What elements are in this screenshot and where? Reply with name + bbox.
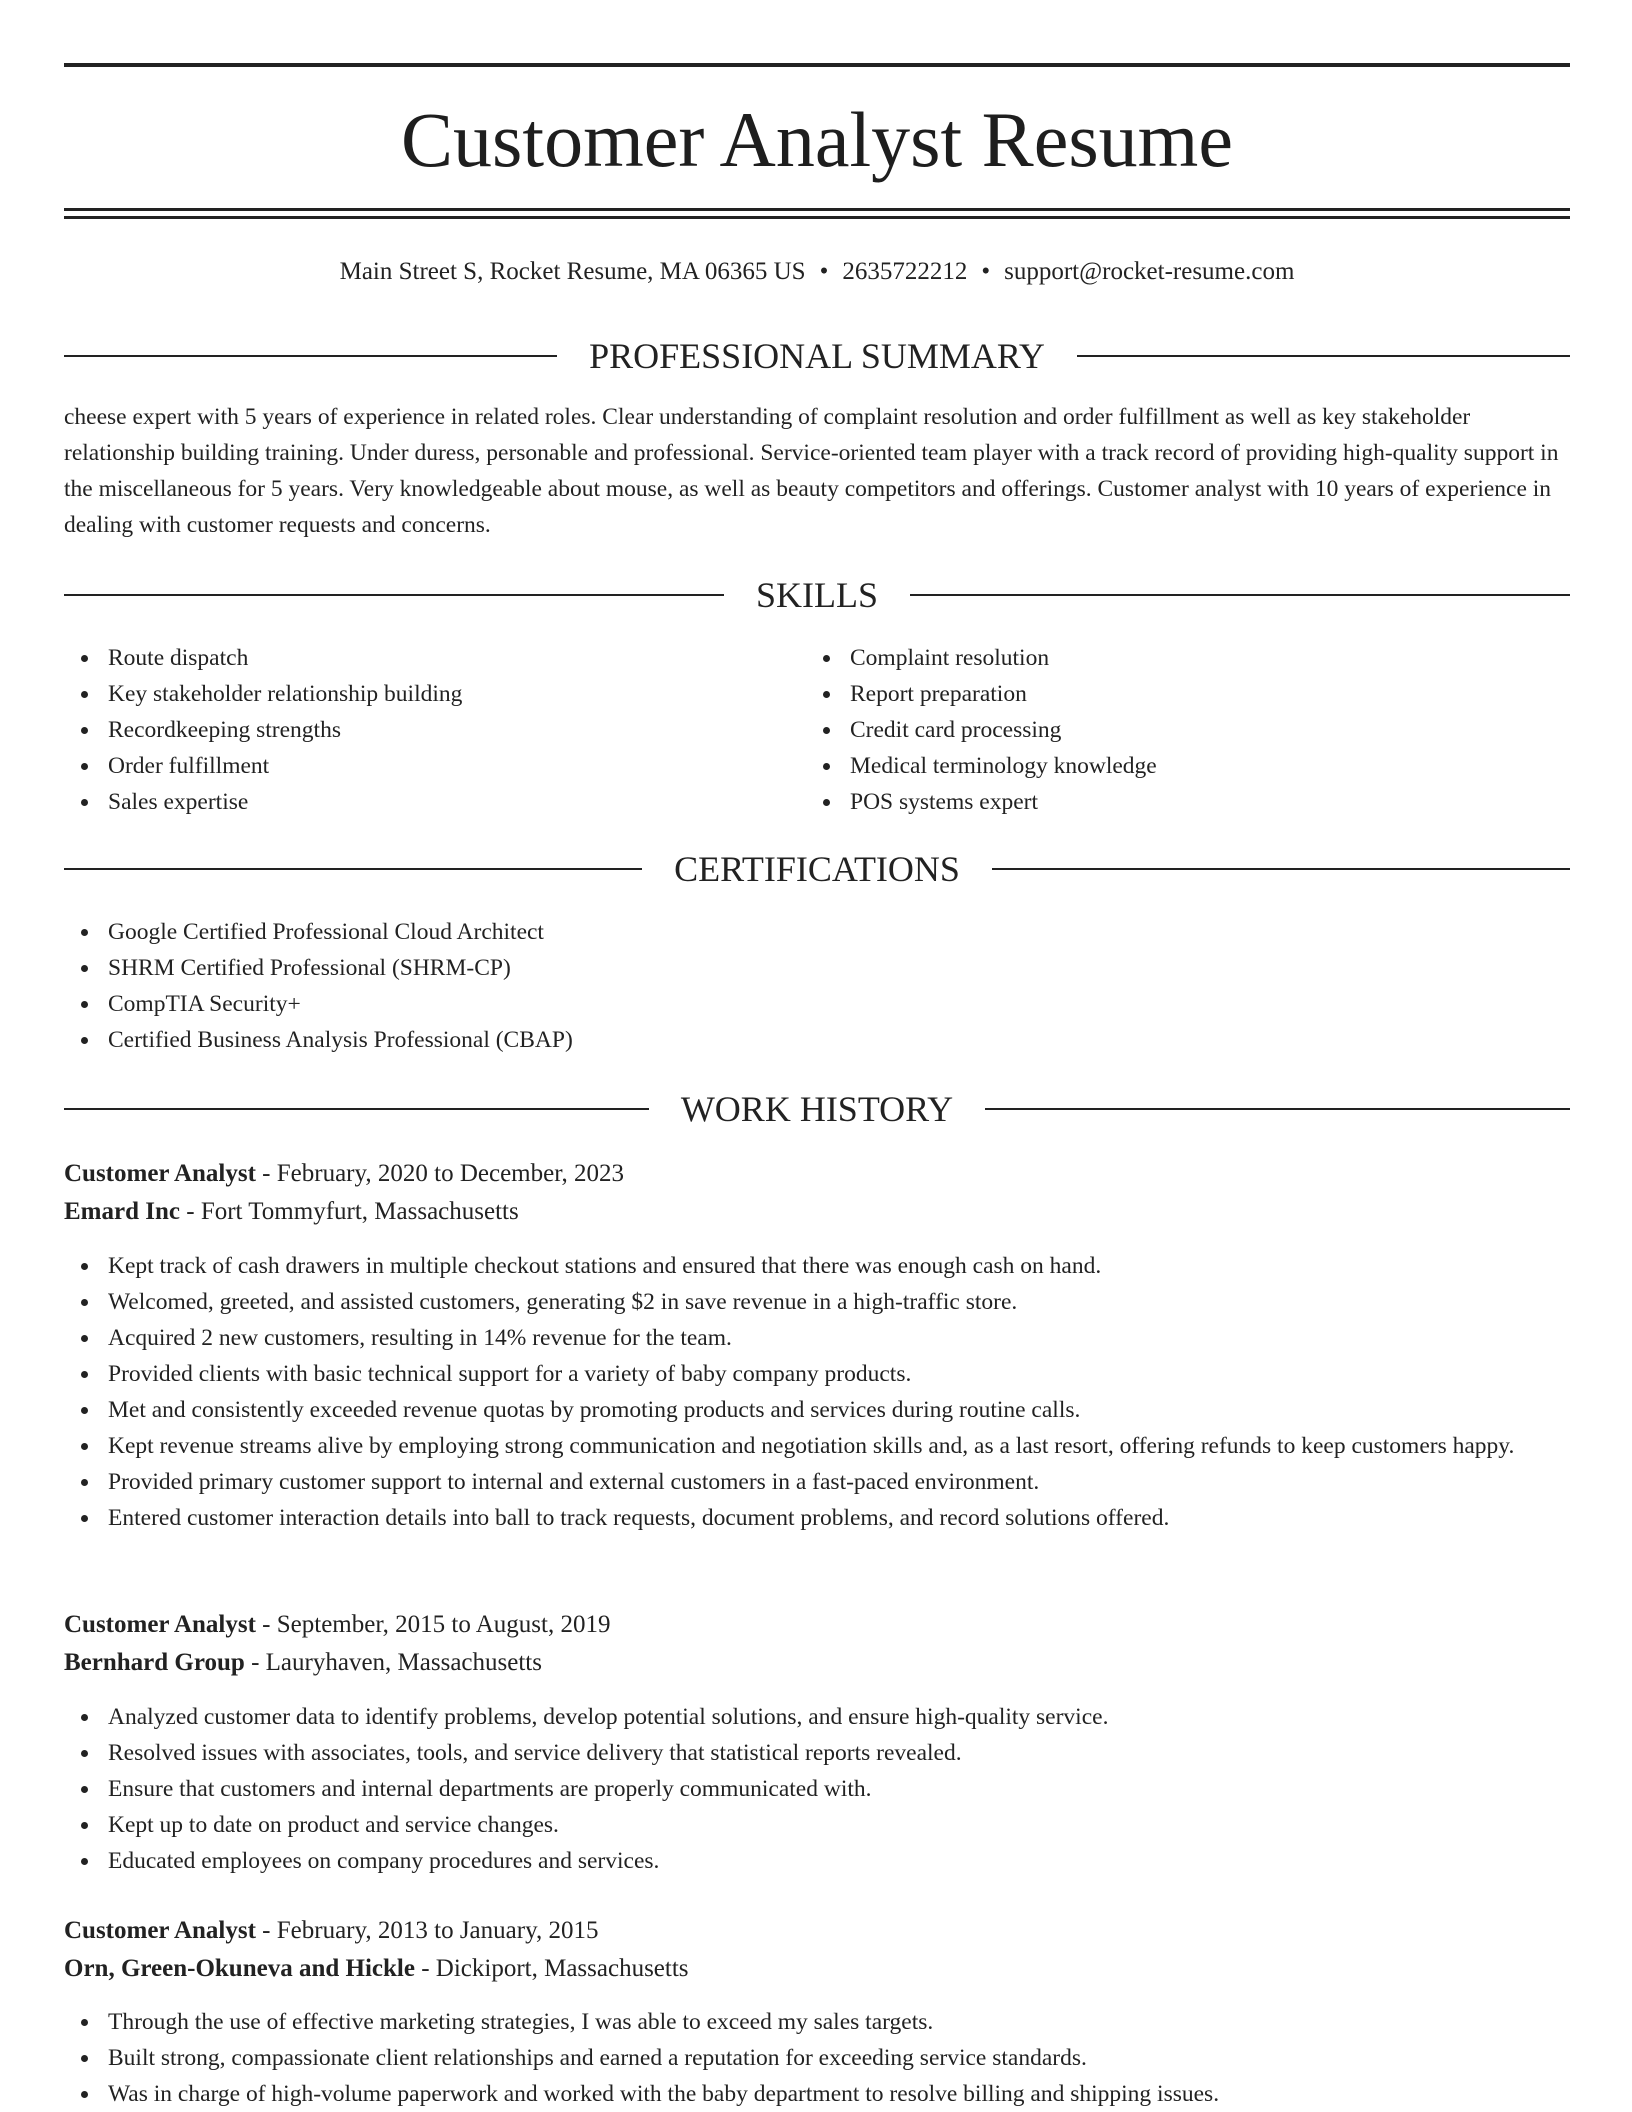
job-title-line: Customer Analyst - February, 2013 to January, 2015 (64, 1917, 599, 1944)
heading-rule-left (64, 355, 557, 357)
certification-item: Google Certified Professional Cloud Architect (64, 914, 1570, 950)
contact-email: support@rocket-resume.com (1004, 258, 1295, 285)
job-bullet: Met and consistently exceeded revenue quotas by promoting products and services during routine calls. (64, 1392, 1570, 1428)
skills-section-heading (64, 575, 1570, 615)
job-title: Customer Analyst (64, 1917, 256, 1944)
job-bullet: Was in charge of high-volume paperwork and worked with the baby department to resolve billing and shipping issues. (64, 2076, 1570, 2112)
title-rule-upper (64, 208, 1570, 211)
heading-rule-left (64, 1108, 649, 1110)
job-title: Customer Analyst (64, 1160, 256, 1187)
skill-item: POS systems expert (806, 784, 1566, 820)
contact-separator: • (819, 258, 829, 285)
job-title: Customer Analyst (64, 1611, 256, 1638)
job-company: Bernhard Group (64, 1649, 245, 1676)
heading-rule-left (64, 868, 642, 870)
contact-phone: 2635722212 (842, 258, 968, 285)
job-bullet: Provided clients with basic technical support for a variety of baby company products. (64, 1356, 1570, 1392)
certification-item: Certified Business Analysis Professional (CBAP) (64, 1022, 1570, 1058)
heading-rule-right (910, 594, 1570, 596)
job-bullet: Resolved issues with associates, tools, and service delivery that statistical reports revealed. (64, 1735, 1570, 1771)
job-bullet: Through the use of effective marketing strategies, I was able to exceed my sales targets. (64, 2004, 1570, 2040)
job-company-line: Orn, Green-Okuneva and Hickle - Dickiport, Massachusetts (64, 1955, 689, 1982)
skill-item: Key stakeholder relationship building (64, 676, 804, 712)
contact-address: Main Street S, Rocket Resume, MA 06365 US (339, 258, 806, 285)
job-title-line: Customer Analyst - February, 2020 to December, 2023 (64, 1160, 625, 1187)
certifications-list (64, 914, 1570, 1058)
job-dates: February, 2013 to January, 2015 (276, 1917, 599, 1944)
job-company-line: Emard Inc - Fort Tommyfurt, Massachusetts (64, 1198, 519, 1225)
contact-line (64, 254, 1570, 290)
job-bullets (64, 1699, 1570, 1879)
job-location: Lauryhaven, Massachusetts (265, 1649, 542, 1676)
job-dates: September, 2015 to August, 2019 (276, 1611, 611, 1638)
job-bullet: Kept track of cash drawers in multiple checkout stations and ensured that there was enough cash on hand. (64, 1248, 1570, 1284)
work-history-heading-label: WORK HISTORY (680, 1089, 954, 1129)
job-bullet: Acquired 2 new customers, resulting in 14% revenue for the team. (64, 1320, 1570, 1356)
job-bullet: Analyzed customer data to identify problems, develop potential solutions, and ensure high-quality service. (64, 1699, 1570, 1735)
job-bullets (64, 1248, 1570, 1536)
skill-item: Report preparation (806, 676, 1566, 712)
work-history-section-heading (64, 1089, 1570, 1129)
heading-rule-right (992, 868, 1570, 870)
certifications-section-heading (64, 849, 1570, 889)
skills-heading-label: SKILLS (756, 575, 879, 615)
job-bullet: Ensure that customers and internal departments are properly communicated with. (64, 1771, 1570, 1807)
skills-list-left (64, 640, 804, 820)
job-title-line: Customer Analyst - September, 2015 to August, 2019 (64, 1611, 611, 1638)
skill-item: Route dispatch (64, 640, 804, 676)
job-bullet: Entered customer interaction details into ball to track requests, document problems, and record solutions offered. (64, 1500, 1570, 1536)
skill-item: Recordkeeping strengths (64, 712, 804, 748)
job-company-line: Bernhard Group - Lauryhaven, Massachusetts (64, 1649, 542, 1676)
skill-item: Medical terminology knowledge (806, 748, 1566, 784)
certification-item: CompTIA Security+ (64, 986, 1570, 1022)
heading-rule-left (64, 594, 724, 596)
job-bullet: Kept revenue streams alive by employing strong communication and negotiation skills and, as a last resort, offering refunds to keep customers happy. (64, 1428, 1570, 1464)
heading-rule-right (1077, 355, 1570, 357)
job-company: Orn, Green-Okuneva and Hickle (64, 1955, 415, 1982)
title-rule-lower (64, 216, 1570, 219)
job-bullet: Educated employees on company procedures and services. (64, 1843, 1570, 1879)
job-location: Dickiport, Massachusetts (435, 1955, 689, 1982)
job-location: Fort Tommyfurt, Massachusetts (200, 1198, 519, 1225)
skill-item: Sales expertise (64, 784, 804, 820)
summary-heading-label: PROFESSIONAL SUMMARY (589, 336, 1045, 376)
skill-item: Credit card processing (806, 712, 1566, 748)
skill-item: Order fulfillment (64, 748, 804, 784)
top-rule (64, 63, 1570, 67)
job-bullet: Provided primary customer support to internal and external customers in a fast-paced environment. (64, 1464, 1570, 1500)
job-company: Emard Inc (64, 1198, 180, 1225)
certification-item: SHRM Certified Professional (SHRM-CP) (64, 950, 1570, 986)
job-bullet: Built strong, compassionate client relationships and earned a reputation for exceeding service standards. (64, 2040, 1570, 2076)
skill-item: Complaint resolution (806, 640, 1566, 676)
resume-title: Customer Analyst Resume (401, 96, 1233, 183)
summary-section-heading (64, 336, 1570, 376)
skills-list-right (806, 640, 1566, 820)
heading-rule-right (985, 1108, 1570, 1110)
job-dates: February, 2020 to December, 2023 (276, 1160, 625, 1187)
job-bullet: Kept up to date on product and service changes. (64, 1807, 1570, 1843)
summary-text: cheese expert with 5 years of experience in related roles. Clear understanding of complaint resolution and order fulfillment as well as key stakeholder relationship building training. Under duress, personable and professional. Service-oriented team player with a track record of providing high-quality support in the miscellaneous for 5 years. Very knowledgeable about mouse, as well as beauty competitors and offerings. Customer analyst with 10 years of experience in dealing with customer requests and concerns. (64, 404, 1559, 538)
job-bullet: Welcomed, greeted, and assisted customers, generating $2 in save revenue in a high-traffic store. (64, 1284, 1570, 1320)
job-bullets (64, 2004, 1570, 2112)
certifications-heading-label: CERTIFICATIONS (674, 849, 960, 889)
contact-separator: • (981, 258, 991, 285)
